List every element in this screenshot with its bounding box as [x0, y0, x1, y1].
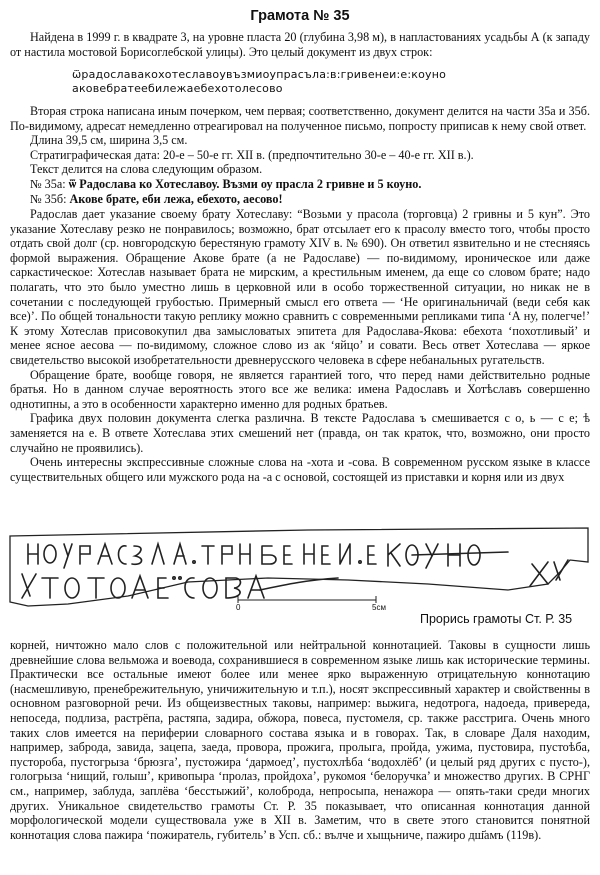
page-title: Грамота № 35 — [250, 8, 350, 24]
variant-35b — [10, 192, 590, 207]
paragraph-graphics: Графика двух половин документа слегка различна. В тексте Радослава ъ смешивается с о, ь — с е; ѣ заменяется на е. В ответе Хотеслава этих смешений нет (правда, он так краток, что, возможно, они просто случайно не проявились). — [10, 411, 590, 455]
commentary-block — [10, 207, 590, 484]
variant-35b-label: № 35б: — [30, 191, 67, 206]
scale-end-label: 5см — [372, 603, 386, 612]
variant-35b-text: Акове брате, еби лежа, ебехото, аесово! — [69, 191, 283, 206]
variant-35a-text: ѿ Радослава ко Хотеславоу. Възми оу прасла 2 гривне и 5 коуно. — [68, 176, 422, 191]
paragraph-division: Текст делится на слова следующим образом. — [30, 162, 263, 177]
paragraph-commentary: Радослав дает указание своему брату Хотеславу: “Возьми у прасола (торговца) 2 гривны и 5 кун”. Это указание Хотеславу резко не понравилось; возможно, брат отсылает его к прасолу вместо того, чтобы просто отдать свой долг (ср. новгородскую берестяную грамоту XIV в. № 690). Он ответил язвительно и не стесняясь формой выражения. Обращение Акове брате (а не Радославе) — по-видимому, ироническое или даже саркастическое: Хотеслав называет брата не мирским, а крестильным именем, да еще со словом брате; надо полагать, что это было уместно лишь в церковной или в особо торжественной ситуации, но никак не в сочетании с последующей грубостью. Примерный смысл его ответа — ‘Не оригинальничай (веди себя как все)’. По общей тональности такую реплику можно сравнить с современными репликами типа ‘А ну, полегче!’ К этому Хотеслав присовокупил два замысловатых эпитета для Радослава-Якова: ебехота ‘похотливый’ и менее ясное аесова — по-видимому, сложное слово из ак ‘яйцо’ и совати. Весь ответ Хотеслава — яркое свидетельство высокой изобретательности древнерусского человека в сфере небанальных ругательств. — [10, 207, 590, 367]
paragraph-date: Стратиграфическая дата: 20-е – 50-е гг. XII в. (предпочтительно 30-е – 40-е гг. XII в.). — [30, 147, 474, 162]
paragraph-continuation: корней, ничтожно мало слов с положительной или нейтральной коннотацией. Таковы в сущности лишь древнейшие слова вельможа и воевода, сохранившиеся в современном языке лишь как исторические термины. Практически все остальные имеют более или менее ярко выраженную отрицательную коннотацию (насмешливую, пренебрежительную, уничижительную и т.п.), носят экспрессивный характер и свойственны в основном разговорной речи. Из общеизвестных таковы, например: выжига, недотрога, надоеда, привереда, непоседа, подлиза, растрёпа, растяпа, задира, обжора, повеса, пустомеля, ср. также расстрига. Очень много таких слов имеется на периферии словарного состава языка и в говорах. Так, в словаре Даля находим, например, заброда, завида, зацепа, заеда, провора, прожига, пролыга, пройда, ужима, пустовира, пустоѣба, пустороба, пустогрыза ‘брюзга’, пустожира ‘дармоед’, пустохлѣба ‘водохлёб’ (и целый ряд других с пусто-), гологрыза ‘нищий, голыш’, кривопыра ‘пролаз, пройдоха’, рукомоя ‘белоручка’ и множество других. В СРНГ см., например, заблуда, заплёва ‘бесстыжий’, колоброда, непросыпа, ненажора — опять-таки среди многих других. Уникальное свидетельство грамоты Ст. Р. 35 показывает, что описанная коннотация данной морфологической модели существовала уже в XII в. Заметим, что в свете этого становится понятной коннотация слова пажира ‘пожиратель, губитель’ в Усп. сб.: вълче и хыщьниче, пажиро дш҃амъ (119в). — [10, 638, 590, 842]
variant-35a-label: № 35а: — [30, 176, 66, 191]
top-paragraphs — [10, 104, 590, 206]
bottom-block — [10, 638, 590, 842]
intro-paragraph: Найдена в 1999 г. в квадрате 3, на уровне пласта 20 (глубина 3,98 м), в напластованиях усадьбы А (к западу от настила мостовой Борисоглебской улицы). Это целый документ из двух строк: — [10, 30, 590, 59]
paragraph-compounds: Очень интересны экспрессивные сложные слова на -хота и -сова. В современном русском языке в классе существительных общего или мужского рода на -а с основой, состоящей из приставки и корня или из двух — [10, 455, 590, 484]
paragraph-brothers: Обращение брате, вообще говоря, не является гарантией того, что перед нами действительно родные братья. Но в данном случае вероятность этого все же велика: имена Радославъ и Хотѣславъ совершенно однотипны, а это в особенности характерно именно для родных братьев. — [10, 367, 590, 411]
old-russian-text — [10, 68, 590, 96]
old-text-line-2: аковебратеебилежаебехотолесово — [72, 82, 283, 95]
scale-start-label: 0 — [236, 603, 241, 612]
variant-35a — [10, 177, 590, 192]
drawing-caption: Прорись грамоты Ст. Р. 35 — [420, 612, 573, 626]
scale-bar — [236, 594, 386, 604]
paragraph-size: Длина 39,5 см, ширина 3,5 см. — [30, 133, 188, 148]
old-text-line-1: ѿрадославакохотеславоувъзмиоупрасъла:в:гривенеи:е:коуно — [72, 68, 447, 81]
paragraph-hands: Вторая строка написана иным почерком, чем первая; соответственно, документ делится на части 35а и 35б. По-видимому, адресат немедленно отреагировал на полученное письмо, попросту приписав к нему свой ответ. — [10, 104, 590, 133]
intro-block — [10, 30, 590, 59]
